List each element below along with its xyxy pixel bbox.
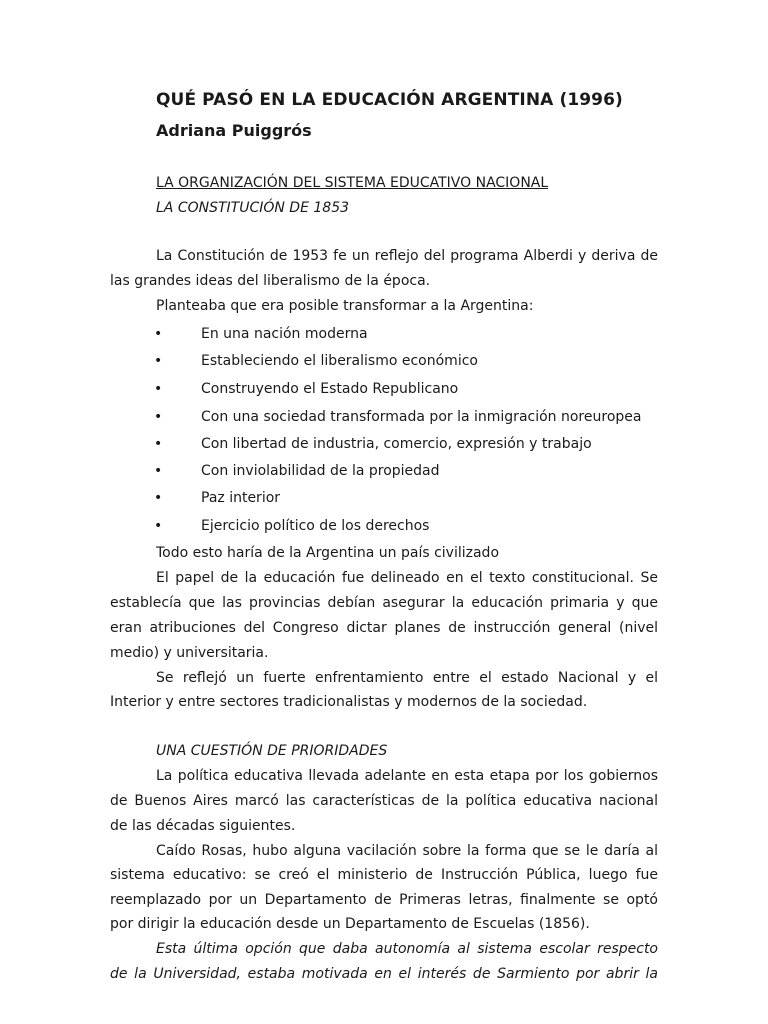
bullet-icon: • — [154, 326, 163, 342]
section-heading: LA ORGANIZACIÓN DEL SISTEMA EDUCATIVO NACIONAL — [156, 175, 549, 191]
bullet-icon: • — [154, 518, 163, 534]
paragraph-line: eran atribuciones del Congreso dictar planes de instrucción general (nivel — [110, 620, 658, 636]
paragraph-line: por dirigir la educación desde un Departamento de Escuelas (1856). — [110, 916, 590, 932]
paragraph-line: Esta última opción que daba autonomía al sistema escolar respecto — [156, 941, 658, 957]
paragraph-line: medio) y universitaria. — [110, 645, 269, 661]
list-item-text: Construyendo el Estado Republicano — [201, 381, 459, 397]
list-item-text: Ejercicio político de los derechos — [201, 518, 430, 534]
paragraph-line: reemplazado por un Departamento de Primeras letras, finalmente se optó — [110, 892, 658, 908]
document-title: QUÉ PASÓ EN LA EDUCACIÓN ARGENTINA (1996) — [156, 90, 623, 110]
bullet-icon: • — [154, 463, 163, 479]
paragraph-line: las grandes ideas del liberalismo de la época. — [110, 273, 431, 289]
paragraph-line: de la Universidad, estaba motivada en el interés de Sarmiento por abrir la — [110, 966, 658, 982]
paragraph-line: Caído Rosas, hubo alguna vacilación sobre la forma que se le daría al — [156, 843, 658, 859]
paragraph-line: El papel de la educación fue delineado en el texto constitucional. Se — [156, 570, 658, 586]
paragraph-line: Planteaba que era posible transformar a la Argentina: — [156, 298, 534, 314]
bullet-icon: • — [154, 353, 163, 369]
paragraph-line: Se reflejó un fuerte enfrentamiento entre el estado Nacional y el — [156, 670, 658, 686]
bullet-icon: • — [154, 409, 163, 425]
paragraph-line: La Constitución de 1953 fe un reflejo del programa Alberdi y deriva de — [156, 248, 658, 264]
paragraph-line: de las décadas siguientes. — [110, 818, 296, 834]
paragraph-line: sistema educativo: se creó el ministerio de Instrucción Pública, luego fue — [110, 867, 658, 883]
list-item-text: Paz interior — [201, 490, 281, 506]
bullet-icon: • — [154, 436, 163, 452]
bullet-icon: • — [154, 490, 163, 506]
paragraph-line: establecía que las provincias debían asegurar la educación primaria y que — [110, 595, 658, 611]
bullet-icon: • — [154, 381, 163, 397]
paragraph-line: Todo esto haría de la Argentina un país civilizado — [156, 545, 500, 561]
paragraph-line: Interior y entre sectores tradicionalistas y modernos de la sociedad. — [110, 694, 588, 710]
subsection-heading: LA CONSTITUCIÓN DE 1853 — [156, 200, 350, 216]
paragraph-line: de Buenos Aires marcó las características de la política educativa nacional — [110, 793, 658, 809]
subsection-heading: UNA CUESTIÓN DE PRIORIDADES — [156, 743, 388, 759]
list-item-text: Con libertad de industria, comercio, expresión y trabajo — [201, 436, 592, 452]
list-item-text: Con inviolabilidad de la propiedad — [201, 463, 440, 479]
list-item-text: Con una sociedad transformada por la inmigración noreuropea — [201, 409, 642, 425]
paragraph-line: La política educativa llevada adelante en esta etapa por los gobiernos — [156, 768, 658, 784]
document-author: Adriana Puiggrós — [156, 121, 312, 140]
list-item-text: Estableciendo el liberalismo económico — [201, 353, 478, 369]
list-item-text: En una nación moderna — [201, 326, 368, 342]
